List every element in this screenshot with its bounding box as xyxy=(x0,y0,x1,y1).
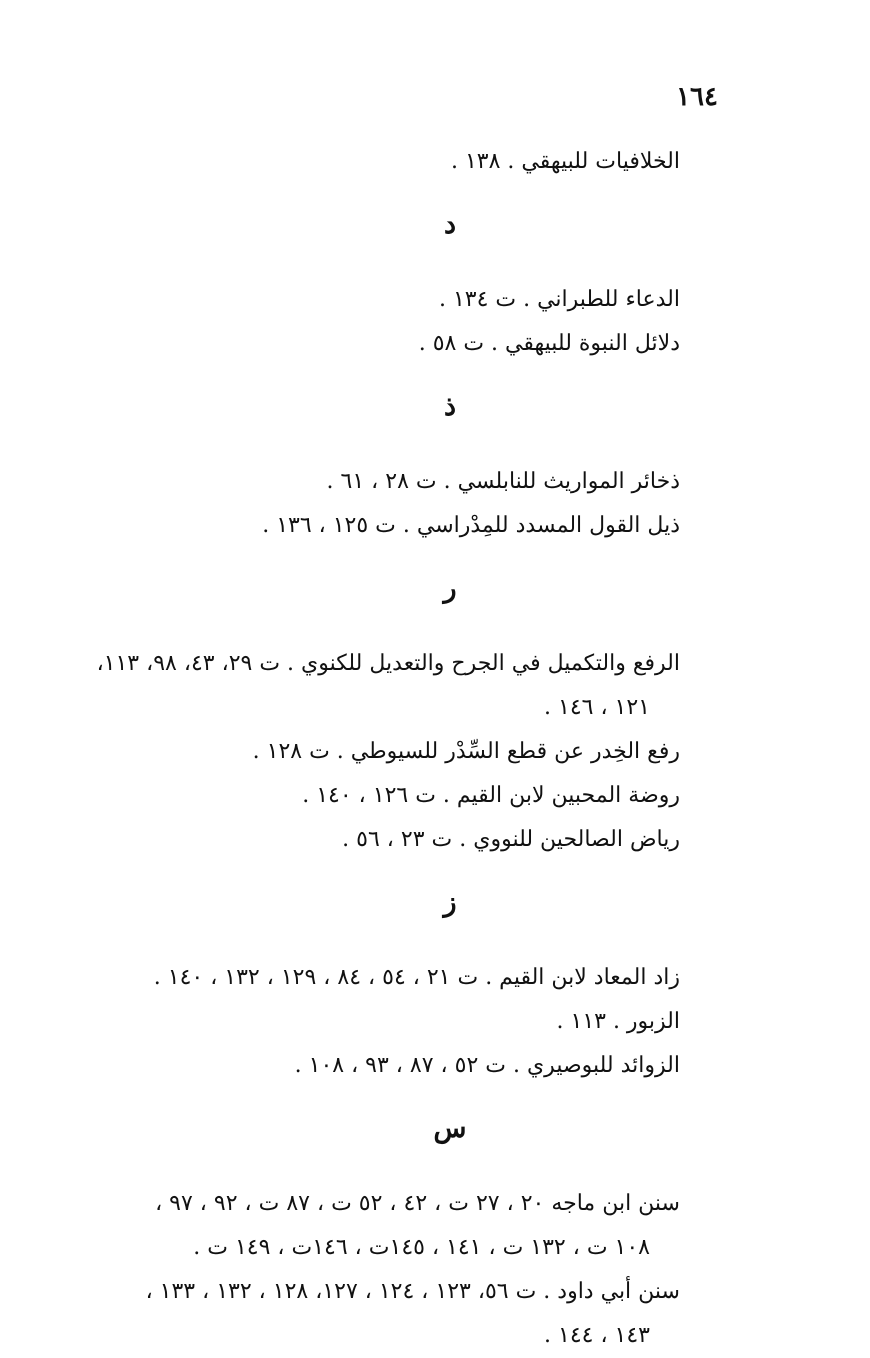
index-entry xyxy=(40,140,680,184)
entry-line: رفع الخِدر عن قطع السِّدْر للسيوطي . ت ١٢٨ . xyxy=(252,739,680,764)
entry-line: زاد المعاد لابن القيم . ت ٢١ ، ٥٤ ، ٨٤ ، ١٢٩ ، ١٣٢ ، ١٤٠ . xyxy=(153,965,680,990)
entry-line: الرفع والتكميل في الجرح والتعديل للكنوي . ت ٢٩، ٤٣، ٩٨، ١١٣، xyxy=(96,651,680,676)
section-letter: ر xyxy=(443,573,457,604)
index-entry xyxy=(40,774,680,818)
entry-line: الخلافيات للبيهقي . ١٣٨ . xyxy=(450,149,680,174)
index-entry xyxy=(40,1270,680,1358)
entry-line-continued: ١٤٣ ، ١٤٤ . xyxy=(544,1323,650,1348)
entry-line: سنن ابن ماجه ٢٠ ، ٢٧ ت ، ٤٢ ، ٥٢ ت ، ٨٧ ت ، ٩٢ ، ٩٧ ، xyxy=(155,1191,680,1216)
index-section xyxy=(40,566,680,862)
entry-line: رياض الصالحين للنووي . ت ٢٣ ، ٥٦ . xyxy=(342,827,680,852)
index-entry xyxy=(40,1044,680,1088)
section-letter: ذ xyxy=(443,391,457,422)
section-letter: ز xyxy=(443,887,457,918)
index-entry xyxy=(40,956,680,1000)
page-number: ١٦٤ xyxy=(676,82,718,112)
entry-line-continued: ١٢١ ، ١٤٦ . xyxy=(544,695,650,720)
index-entry xyxy=(40,1182,680,1270)
index-entry xyxy=(40,642,680,730)
entry-line: ذخائر المواريث للنابلسي . ت ٢٨ ، ٦١ . xyxy=(326,469,680,494)
section-letter: س xyxy=(433,1113,467,1144)
entry-line: الزوائد للبوصيري . ت ٥٢ ، ٨٧ ، ٩٣ ، ١٠٨ . xyxy=(294,1053,680,1078)
entry-line: دلائل النبوة للبيهقي . ت ٥٨ . xyxy=(418,331,680,356)
entry-line: الدعاء للطبراني . ت ١٣٤ . xyxy=(438,287,680,312)
index-entry xyxy=(40,1000,680,1044)
section-letter: د xyxy=(443,209,457,240)
index-entry xyxy=(40,322,680,366)
index-section xyxy=(40,202,680,366)
index-entry xyxy=(40,278,680,322)
index-section xyxy=(40,384,680,548)
index-section xyxy=(40,1106,680,1358)
index-entry xyxy=(40,818,680,862)
index-section xyxy=(40,880,680,1088)
index-section xyxy=(40,140,680,184)
entry-line-continued: ١٠٨ ت ، ١٣٢ ت ، ١٤١ ، ١٤٥ت ، ١٤٦ت ، ١٤٩ ت . xyxy=(193,1235,650,1260)
entry-line: الزبور . ١١٣ . xyxy=(556,1009,680,1034)
entry-line: روضة المحبين لابن القيم . ت ١٢٦ ، ١٤٠ . xyxy=(302,783,680,808)
entry-line: ذيل القول المسدد للمِدْراسي . ت ١٢٥ ، ١٣٦ . xyxy=(262,513,680,538)
index-entry xyxy=(40,504,680,548)
index-content xyxy=(40,140,680,1358)
index-entry xyxy=(40,730,680,774)
entry-line: سنن أبي داود . ت ٥٦، ١٢٣ ، ١٢٤ ، ١٢٧، ١٢٨ ، ١٣٢ ، ١٣٣ ، xyxy=(145,1279,680,1304)
index-entry xyxy=(40,460,680,504)
